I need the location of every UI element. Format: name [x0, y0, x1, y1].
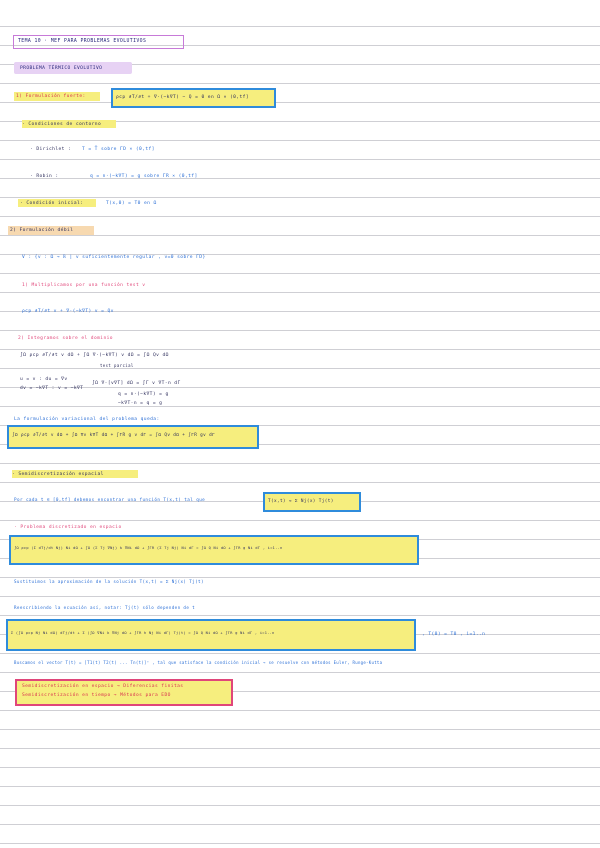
parts-a: u = v : du = ∇v [20, 377, 68, 382]
summary-line2: Semidiscretización en tiempo → Métodos para EDO [22, 693, 171, 698]
weak-equation: ∫Ω ρcp ∂T/∂t v dΩ + ∫Ω ∇v k∇T dΩ + ∫ΓR g v dΓ = ∫Ω Qv dΩ + ∫ΓR gv dΓ [12, 433, 216, 438]
dirichlet-equation: T = T̄ sobre ΓD × (0,tf] [82, 147, 155, 152]
matrix-side-note: , T(0) = T0 , i=1..n [422, 632, 486, 637]
robin-equation: q = n·(−k∇T) = g sobre ΓR × (0,tf] [90, 174, 198, 179]
step2-text: 2) Integramos sobre el dominio [18, 336, 113, 341]
rewrite-note: Reescribiendo la ecuación así, notar: Tj(t) sólo dependen de t [14, 605, 196, 610]
initial-equation: T(x,0) = T0 en Ω [106, 201, 157, 206]
step2-equation: ∫Ω ρcp ∂T/∂t v dΩ + ∫Ω ∇·(−k∇T) v dΩ = ∫Ω Qv dΩ [20, 353, 169, 358]
discrete-equation: ∫Ω ρcp (Σ dTj/dt Nj) Ni dΩ + ∫Ω (Σ Tj ∇Nj) k ∇Ni dΩ + ∫ΓR (Σ Tj Nj) Ni dΓ = ∫Ω Q Ni dΩ + ∫ΓR g Ni dΓ , i=1..n [14, 546, 283, 550]
dirichlet-label: · Dirichlet : [30, 147, 72, 152]
substitution-note: Sustituimos la aproximación de la solución T(x,t) = Σ Nj(x) Tj(t) [14, 579, 204, 584]
space-definition: V : {v : Ω → ℝ | v suficientemente regular , v=0 sobre ΓD} [22, 255, 206, 260]
strong-formulation-heading: 1) Formulación fuerte: [16, 94, 86, 99]
section-subtitle: PROBLEMA TÉRMICO EVOLUTIVO [20, 66, 103, 71]
weak-formulation-heading: 2) Formulación débil [10, 228, 74, 233]
robin-label: · Robin : [30, 174, 59, 179]
approx-equation: T(x,t) ≈ Σ Nj(x) Tj(t) [268, 499, 334, 504]
page-title: TEMA 10 · MEF PARA PROBLEMAS EVOLUTIVOS [18, 39, 147, 44]
bc-label: · Condiciones de contorno [22, 122, 102, 127]
discrete-problem-label: · Problema discretizado en espacio [14, 525, 122, 530]
semidisc-heading: · Semidiscretización espacial [12, 472, 104, 477]
step1-equation: ρcp ∂T/∂t v + ∇·(−k∇T) v = Qv [22, 309, 114, 314]
matrix-equation: Σ (∫Ω ρcp Nj Ni dΩ) dTj/dt + Σ (∫Ω ∇Ni k ∇Nj dΩ + ∫ΓR h Nj Ni dΓ) Tj(t) = ∫Ω Q Ni dΩ + ∫ΓR g Ni dΓ , i=1..n [11, 631, 275, 635]
parts-d: q = n·(−k∇T) = g [118, 392, 169, 397]
parts-c: ∫Ω ∇·[v∇T] dΩ = ∫Γ v ∇T·n dΓ [92, 381, 181, 386]
step1-text: 1) Multiplicamos por una función test v [22, 283, 146, 288]
strong-equation: ρcp ∂T/∂t + ∇·(−k∇T) − Q = 0 en Ω × (0,tf] [116, 95, 249, 100]
summary-line1: Semidiscretización en espacio → Diferencias finitas [22, 684, 184, 689]
unknowns-note: Buscamos el vector T(t) = [T1(t) T2(t) ... Tn(t)]ᵀ , tal que satisface la condición inicial → se resuelve con métodos Euler, Runge-Kutta [14, 660, 383, 665]
parts-b: dv = −k∇T : v = −k∇T [20, 386, 84, 391]
step2-note: test parcial [100, 363, 134, 368]
semidisc-intro: Por cada t ∈ [0,tf] debemos encontrar una función T(x,t) tal que [14, 498, 206, 503]
parts-e: −k∇T·n = q = g [118, 401, 163, 406]
initial-label: · Condición inicial: [20, 201, 84, 206]
variational-intro: La formulación variacional del problema queda: [14, 417, 160, 422]
